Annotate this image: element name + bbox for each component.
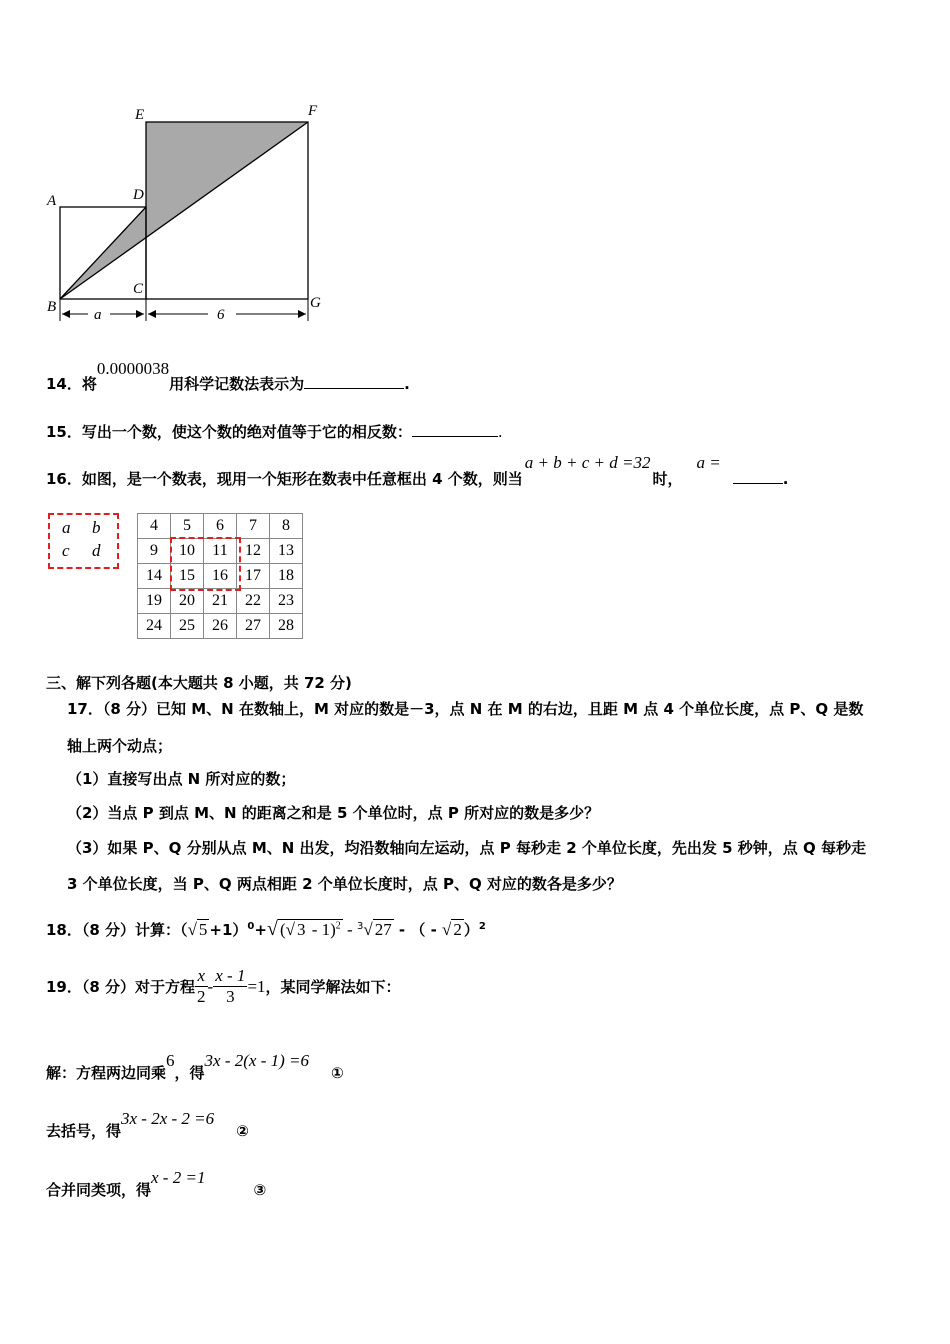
question-18: 18．（8 分）计算：（√ 5 +1）$^0$+√ (√ 3 - 1)$^2$ - $^3$√ 27 - （ - √ 2 ）$^2$ — [46, 918, 486, 940]
step1-label: 解：方程两边同乘 — [46, 1064, 167, 1082]
q18-plus: + — [254, 921, 267, 939]
q16-end: . — [782, 470, 789, 488]
q18-sqrt5: 5 — [198, 920, 208, 939]
table-cell: 15 — [171, 564, 204, 589]
table-cell: 4 — [138, 514, 171, 539]
q18-inner-close: - 1) — [307, 920, 336, 939]
q18-sqrt3: 3 — [296, 920, 306, 939]
step3-mark: ③ — [253, 1181, 267, 1199]
table-cell: 5 — [171, 514, 204, 539]
table-cell: 8 — [270, 514, 303, 539]
q16-equation: a + b + c + d =32 — [524, 453, 651, 472]
q18-paren-open: （ — [180, 921, 188, 939]
q18-sqrt27: 27 — [374, 920, 392, 939]
question-16 — [46, 452, 789, 488]
q19-label: 19．（8 分）对于方程 — [46, 978, 196, 996]
q16-answer-var: a = — [696, 453, 721, 472]
table-selection-box — [170, 537, 241, 591]
label-C: C — [133, 281, 144, 297]
q18-minus: - — [342, 920, 357, 939]
table-row — [138, 589, 303, 614]
q14-number: 14．将 — [46, 375, 97, 393]
question-15 — [46, 421, 503, 442]
q14-blank[interactable] — [304, 374, 404, 389]
table-cell: 13 — [270, 539, 303, 564]
geometry-figure — [40, 95, 340, 330]
q18-sqrt2: 2 — [453, 920, 462, 939]
table-cell: 26 — [204, 614, 237, 639]
table-cell: 9 — [138, 539, 171, 564]
legend-a: a — [62, 518, 71, 537]
step1-multiplier: 6 — [166, 1051, 175, 1070]
table-cell: 20 — [171, 589, 204, 614]
q18-label: 18．（8 分）计算： — [46, 921, 181, 939]
q16-blank[interactable] — [733, 469, 783, 484]
q17-line2: 轴上两个动点； — [67, 737, 173, 755]
label-D: D — [133, 187, 144, 203]
q14-value: 0.0000038 — [96, 359, 170, 378]
table-cell: 14 — [138, 564, 171, 589]
question-19 — [46, 966, 401, 1007]
q19-tail: ，某同学解法如下： — [265, 978, 401, 996]
table-cell: 22 — [237, 589, 270, 614]
q15-blank[interactable] — [412, 422, 498, 437]
q16-text: 16．如图，是一个数表，现用一个矩形在数表中任意框出 4 个数，则当 — [46, 470, 523, 488]
solution-step-2 — [46, 1108, 249, 1140]
question-14 — [46, 359, 410, 393]
label-E: E — [135, 107, 145, 123]
label-B: B — [47, 299, 57, 315]
table-cell: 18 — [270, 564, 303, 589]
label-6: 6 — [217, 307, 225, 323]
table-cell: 7 — [237, 514, 270, 539]
label-A: A — [47, 193, 57, 209]
table-cell: 28 — [270, 614, 303, 639]
q15-text: 15．写出一个数，使这个数的绝对值等于它的相反数： — [46, 423, 412, 441]
q18-plus-one: +1） — [209, 921, 248, 939]
step1-equation: 3x - 2(x - 1) =6 — [204, 1051, 309, 1070]
q17-part1: （1）直接写出点 N 所对应的数； — [67, 770, 296, 788]
step1-mark: ① — [331, 1064, 344, 1082]
legend-b: b — [92, 518, 101, 537]
q19-fraction-1: $\frac{x}{2}$ — [197, 966, 206, 1006]
q15-end: . — [497, 423, 503, 441]
q19-fraction-2: $\frac{x - 1}{3}$ — [215, 966, 246, 1006]
table-cell: 21 — [204, 589, 237, 614]
table-cell: 27 — [237, 614, 270, 639]
step3-equation: x - 2 =1 — [151, 1168, 206, 1187]
table-cell: 25 — [171, 614, 204, 639]
section-3-heading: 三、解下列各题(本大题共 8 小题，共 72 分) — [46, 674, 352, 692]
label-a: a — [94, 307, 102, 323]
table-cell: 24 — [138, 614, 171, 639]
table-cell: 11 — [204, 539, 237, 564]
table-cell: 19 — [138, 589, 171, 614]
table-row — [138, 514, 303, 539]
q19-equals: =1 — [247, 976, 266, 996]
q17-part3b: 3 个单位长度，当 P、Q 两点相距 2 个单位长度时，点 P、Q 对应的数各是多少？ — [67, 875, 622, 893]
legend-c: c — [62, 541, 70, 560]
q14-text: 用科学记数法表示为 — [169, 375, 305, 393]
table-cell: 17 — [237, 564, 270, 589]
step2-mark: ② — [236, 1122, 249, 1140]
table-cell: 6 — [204, 514, 237, 539]
q18-cube-index: 3 — [356, 921, 364, 932]
solution-step-3 — [46, 1167, 267, 1199]
label-G: G — [310, 295, 321, 311]
table-cell: 10 — [171, 539, 204, 564]
q19-minus: - — [207, 976, 214, 996]
step2-equation: 3x - 2x - 2 =6 — [121, 1109, 215, 1128]
q14-end: . — [404, 375, 410, 393]
q18-sqrt-group: (√ 3 - 1)$^2$ — [279, 920, 341, 939]
table-cell: 12 — [237, 539, 270, 564]
step3-label: 合并同类项，得 — [46, 1181, 152, 1199]
q16-mid: 时， — [652, 470, 683, 488]
step2-label: 去括号，得 — [46, 1122, 122, 1140]
q17-part3a: （3）如果 P、Q 分别从点 M、N 出发，均沿数轴向左运动，点 P 每秒走 2 个单位长度，先出发 5 秒钟，点 Q 每秒走 — [67, 839, 866, 857]
legend-d: d — [92, 541, 101, 560]
q18-exp2b: 2 — [478, 921, 486, 932]
q18-exp2: 2 — [335, 920, 341, 932]
label-F: F — [308, 103, 318, 119]
q18-paren-close: ） — [463, 921, 479, 939]
q18-inner-open: ( — [279, 920, 286, 939]
q18-minus-paren: - （ - — [393, 921, 443, 939]
table-cell: 23 — [270, 589, 303, 614]
solution-step-1 — [46, 1050, 344, 1082]
abcd-legend-box — [48, 513, 119, 569]
table-cell: 16 — [204, 564, 237, 589]
step1-comma: ，得 — [174, 1064, 205, 1082]
q18-exp0: 0 — [247, 921, 255, 932]
q17-part2: （2）当点 P 到点 M、N 的距离之和是 5 个单位时，点 P 所对应的数是多少？ — [67, 804, 600, 822]
q17-line1: 17．（8 分）已知 M、N 在数轴上，M 对应的数是－3，点 N 在 M 的右边，且距 M 点 4 个单位长度，点 P、Q 是数 — [67, 700, 864, 718]
table-row — [138, 614, 303, 639]
